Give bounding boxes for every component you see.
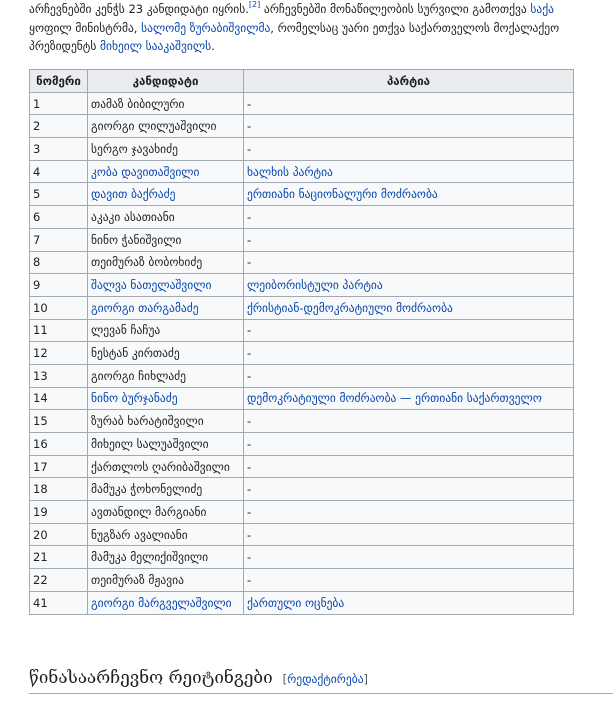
table-row xyxy=(30,296,574,319)
cell-number: 20 xyxy=(30,523,88,546)
cell-number: 16 xyxy=(30,433,88,456)
cell-party: - xyxy=(244,546,574,569)
candidate-link[interactable]: გიორგი თარგამაძე xyxy=(91,300,199,315)
section-heading xyxy=(29,666,613,694)
candidate-link[interactable]: კობა დავითაშვილი xyxy=(91,164,200,179)
cell-party: - xyxy=(244,138,574,161)
cell-number: 4 xyxy=(30,160,88,183)
cell-party: - xyxy=(244,228,574,251)
cell-candidate: ნესტან კირთაძე xyxy=(88,342,244,365)
table-row xyxy=(30,206,574,229)
cell-number: 10 xyxy=(30,296,88,319)
mikheil-saakashvili-link[interactable]: მიხეილ სააკაშვილს xyxy=(99,39,212,53)
table-body xyxy=(30,92,574,614)
cell-number: 11 xyxy=(30,319,88,342)
cell-party xyxy=(244,296,574,319)
cell-candidate: მამუკა ჭოხონელიძე xyxy=(88,478,244,501)
cell-number: 14 xyxy=(30,387,88,410)
intro-text: , რომელსაც უარი ეთქვა საქართველოს მოქალაქეო xyxy=(270,20,560,35)
cell-number: 17 xyxy=(30,455,88,478)
table-row xyxy=(30,478,574,501)
cell-number: 12 xyxy=(30,342,88,365)
intro-text: . xyxy=(211,39,215,53)
cell-party: - xyxy=(244,364,574,387)
cell-number: 1 xyxy=(30,92,88,115)
cell-party xyxy=(244,160,574,183)
candidate-link[interactable]: დავით ბაქრაძე xyxy=(91,187,176,202)
cell-party xyxy=(244,387,574,410)
cell-candidate: სერგო ჯავახიძე xyxy=(88,138,244,161)
cell-party xyxy=(244,183,574,206)
intro-text: არჩევნებში კენჭს 23 კანდიდატი იყრის. xyxy=(29,2,249,16)
edit-section-link[interactable]: რედაქტირება xyxy=(287,672,364,686)
cell-candidate: აკაკი ასათიანი xyxy=(88,206,244,229)
edit-bracket-open: [ xyxy=(282,672,288,686)
cell-number: 18 xyxy=(30,478,88,501)
table-row xyxy=(30,228,574,251)
cell-party xyxy=(244,591,574,614)
table-row xyxy=(30,115,574,138)
cell-candidate: გიორგი ჩიხლაძე xyxy=(88,364,244,387)
cell-candidate: თამაზ ბიბილური xyxy=(88,92,244,115)
cell-candidate: ნინო ჭანიშვილი xyxy=(88,228,244,251)
candidate-link[interactable]: გიორგი მარგველაშვილი xyxy=(91,595,232,610)
cell-number: 6 xyxy=(30,206,88,229)
candidates-table xyxy=(29,69,574,615)
cell-party: - xyxy=(244,410,574,433)
candidate-link[interactable]: შალვა ნათელაშვილი xyxy=(91,278,212,293)
party-link[interactable]: ქრისტიან-დემოკრატიული მოძრაობა xyxy=(247,300,453,315)
table-row xyxy=(30,523,574,546)
edit-section xyxy=(283,672,368,686)
table-row xyxy=(30,342,574,365)
table-row xyxy=(30,251,574,274)
reference-link[interactable]: [2] xyxy=(248,0,261,9)
cell-candidate: ნუგზარ ავალიანი xyxy=(88,523,244,546)
party-link[interactable]: ქართული ოცნება xyxy=(247,595,345,610)
table-row xyxy=(30,319,574,342)
cell-number: 13 xyxy=(30,364,88,387)
georgia-link[interactable]: საქა xyxy=(530,2,554,16)
cell-candidate: თეიმურაზ მჟავია xyxy=(88,569,244,592)
cell-party: - xyxy=(244,92,574,115)
intro-text: არჩევნებში მონაწილეობის სურვილი გამოთქვა xyxy=(260,2,531,16)
table-row xyxy=(30,455,574,478)
cell-party: - xyxy=(244,115,574,138)
edit-bracket-close: ] xyxy=(363,672,369,686)
cell-number: 8 xyxy=(30,251,88,274)
table-row xyxy=(30,591,574,614)
table-row xyxy=(30,92,574,115)
cell-party: - xyxy=(244,206,574,229)
header-number: ნომერი xyxy=(30,70,88,93)
table-row xyxy=(30,546,574,569)
cell-party: - xyxy=(244,523,574,546)
cell-party: - xyxy=(244,455,574,478)
cell-candidate: ზურაბ ხარატიშვილი xyxy=(88,410,244,433)
table-row xyxy=(30,387,574,410)
intro-paragraph xyxy=(29,0,613,56)
cell-party: - xyxy=(244,569,574,592)
party-link[interactable]: ერთიანი ნაციონალური მოძრაობა xyxy=(247,187,438,202)
section-title: წინასაარჩევნო რეიტინგები xyxy=(29,668,273,688)
party-link[interactable]: დემოკრატიული მოძრაობა — ერთიანი საქართველო xyxy=(247,391,542,406)
party-link[interactable]: ხალხის პარტია xyxy=(247,164,333,179)
cell-candidate xyxy=(88,387,244,410)
cell-party: - xyxy=(244,342,574,365)
cell-number: 3 xyxy=(30,138,88,161)
intro-text: პრეზიდენტს xyxy=(29,39,100,53)
cell-candidate xyxy=(88,274,244,297)
cell-number: 7 xyxy=(30,228,88,251)
intro-line-3 xyxy=(29,37,613,56)
header-party: პარტია xyxy=(244,70,574,93)
cell-number: 9 xyxy=(30,274,88,297)
cell-number: 2 xyxy=(30,115,88,138)
cell-party: - xyxy=(244,251,574,274)
table-row xyxy=(30,138,574,161)
cell-candidate: თეიმურაზ ბობოხიძე xyxy=(88,251,244,274)
salome-zurabishvili-link[interactable]: სალომე ზურაბიშვილმა xyxy=(141,20,271,35)
table-row xyxy=(30,569,574,592)
table-header-row xyxy=(30,70,574,93)
cell-candidate xyxy=(88,591,244,614)
intro-text: ყოფილ მინისტრმა, xyxy=(29,20,142,35)
intro-line-1 xyxy=(29,0,613,19)
table-row xyxy=(30,501,574,524)
cell-number: 41 xyxy=(30,591,88,614)
table-row xyxy=(30,160,574,183)
cell-candidate xyxy=(88,183,244,206)
cell-number: 19 xyxy=(30,501,88,524)
party-link[interactable]: ლეიბორისტული პარტია xyxy=(247,278,383,293)
candidate-link[interactable]: ნინო ბურჯანაძე xyxy=(91,391,178,406)
cell-number: 22 xyxy=(30,569,88,592)
cell-candidate: ქართლოს ღარიბაშვილი xyxy=(88,455,244,478)
cell-party xyxy=(244,274,574,297)
table-row xyxy=(30,410,574,433)
table-row xyxy=(30,274,574,297)
cell-candidate xyxy=(88,160,244,183)
table-row xyxy=(30,364,574,387)
table-row xyxy=(30,183,574,206)
cell-number: 21 xyxy=(30,546,88,569)
cell-candidate: ლევან ჩაჩუა xyxy=(88,319,244,342)
cell-candidate: გიორგი ლილუაშვილი xyxy=(88,115,244,138)
cell-candidate xyxy=(88,296,244,319)
cell-candidate: ავთანდილ მარგიანი xyxy=(88,501,244,524)
table-row xyxy=(30,433,574,456)
cell-party: - xyxy=(244,319,574,342)
cell-party: - xyxy=(244,501,574,524)
cell-number: 15 xyxy=(30,410,88,433)
intro-line-2 xyxy=(29,19,613,38)
cell-candidate: მიხეილ სალუაშვილი xyxy=(88,433,244,456)
cell-party: - xyxy=(244,478,574,501)
cell-candidate: მამუკა მელიქიშვილი xyxy=(88,546,244,569)
cell-party: - xyxy=(244,433,574,456)
header-candidate: კანდიდატი xyxy=(88,70,244,93)
cell-number: 5 xyxy=(30,183,88,206)
